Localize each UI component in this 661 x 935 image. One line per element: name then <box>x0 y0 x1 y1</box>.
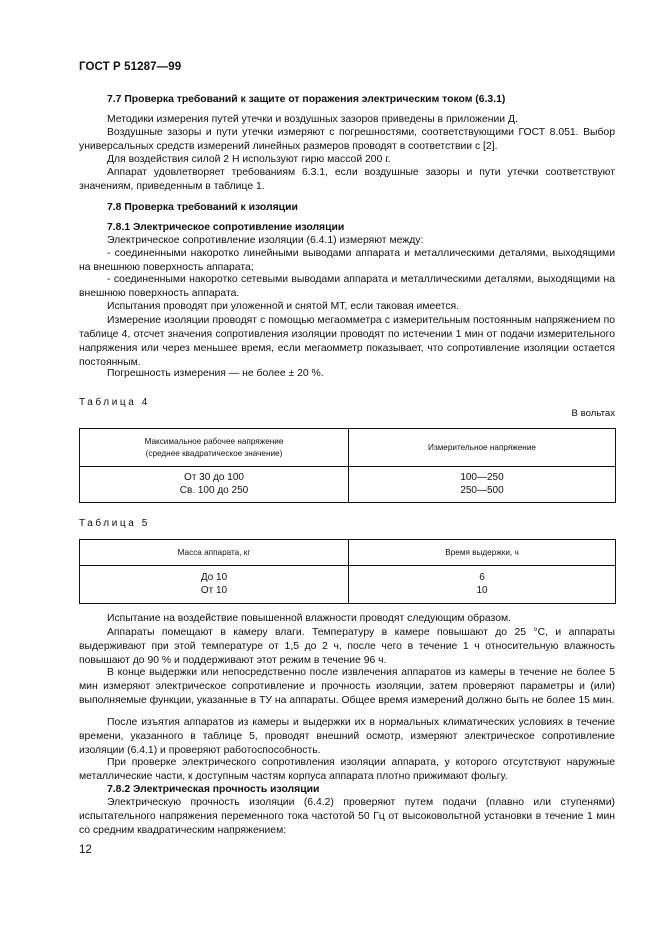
s77-paragraph-1: Методики измерения путей утечки и воздушных зазоров приведены в приложении Д. <box>107 114 518 125</box>
table-4-label: Таблица 4 <box>79 397 150 408</box>
table-cell-value: 100—250 <box>460 472 504 483</box>
table-5-col2-cell <box>349 566 616 604</box>
humidity-paragraph-5: При проверке электрического сопротивления изоляции аппарата, у которого отсутствуют наружные металлические части, к доступным частям корпуса аппарата плотно прижимают фольгу. <box>79 757 615 782</box>
s78-paragraph-1: Электрическое сопротивление изоляции (6.4.1) измеряют между: <box>107 235 424 246</box>
table-4-unit: В вольтах <box>571 408 615 419</box>
table-4-col1-header-line1: Максимальное рабочее напряжение <box>144 436 284 446</box>
s78-paragraph-4: Испытания проводят при уложенной и снятой МТ, если таковая имеется. <box>107 301 460 312</box>
table-cell-value: От 30 до 100 <box>184 472 244 483</box>
table-cell-value: От 10 <box>200 584 228 596</box>
humidity-paragraph-1: Испытание на воздействие повышенной влажности проводят следующим образом. <box>107 613 512 624</box>
s77-paragraph-2: Воздушные зазоры и пути утечки измеряют с погрешностями, соответствующими ГОСТ 8.051. Выбор универсальных средств измерений линейных размеров проводят в соответствии с [2]. <box>79 127 615 152</box>
table-row <box>80 467 616 503</box>
table-cell-value: 6 <box>479 572 485 583</box>
table-4-col1-header <box>80 429 349 467</box>
s78-paragraph-6: Погрешность измерения — не более ± 20 %. <box>107 368 324 379</box>
table-4-col2-header: Измерительное напряжение <box>349 429 616 467</box>
humidity-paragraph-3: В конце выдержки или непосредственно после извлечения аппаратов из камеры в течение не более 5 мин измеряют электрическое сопротивление и прочность изоляции, затем проверяют параметры и (или) выполняемые функции, указанные в ТУ на аппараты. Общее время измерений должно быть не более 15 мин. <box>79 667 615 706</box>
table-cell-value: Св. 100 до 250 <box>179 484 249 496</box>
section-7-8-heading: 7.8 Проверка требований к изоляции <box>107 202 298 213</box>
table-5-label: Таблица 5 <box>79 518 150 529</box>
s782-paragraph-1: Электрическую прочность изоляции (6.4.2) проверяют путем подачи (плавно или ступенями) испытательного напряжения переменного тока частотой 50 Гц от высоковольтной установки в течение 1 мин со средним квадратическим напряжением: <box>79 797 615 836</box>
section-7-7-heading: 7.7 Проверка требований к защите от поражения электрическим током (6.3.1) <box>107 94 506 105</box>
table-5-col1-header: Масса аппарата, кг <box>80 540 349 566</box>
s77-paragraph-3: Для воздействия силой 2 Н используют гирю массой 200 г. <box>107 154 391 165</box>
humidity-paragraph-2: Аппараты помещают в камеру влаги. Температуру в камере повышают до 25 °С, и аппараты выдерживают при этой температуре от 1,5 до 2 ч, после чего в течение 1 ч относительную влажность повышают до 90 % и поддерживают этот режим в течение 96 ч. <box>79 627 615 666</box>
table-cell-value: До 10 <box>200 572 228 583</box>
table-4 <box>79 428 616 503</box>
section-7-8-1-heading: 7.8.1 Электрическое сопротивление изоляции <box>107 222 345 233</box>
s78-paragraph-5: Измерение изоляции проводят с помощью мегаомметра с измерительным постоянным напряжением по таблице 4, отсчет значения сопротивления изоляции проводят по истечении 1 мин от подачи измерительного напряжения или через меньшее время, если мегаомметр показывает, что сопротивление изоляции остается постоянным. <box>79 315 615 368</box>
table-4-col1-header-line2: (среднее квадратическое значение) <box>145 448 283 458</box>
table-cell-value: 10 <box>476 584 488 596</box>
table-cell-value: 250—500 <box>460 484 504 496</box>
s78-paragraph-2: - соединенными накоротко линейными выводами аппарата и металлическими деталями, выходящими на внешнюю поверхность аппарата; <box>79 248 615 273</box>
table-5 <box>79 539 616 604</box>
table-4-col1-cell <box>80 467 349 503</box>
table-4-header-row <box>80 429 616 467</box>
table-5-col2-header: Время выдержки, ч <box>349 540 616 566</box>
table-5-col1-cell <box>80 566 349 604</box>
page-number: 12 <box>79 844 92 856</box>
section-7-8-2-heading: 7.8.2 Электрическая прочность изоляции <box>107 784 320 795</box>
s78-paragraph-3: - соединенными накоротко сетевыми выводами аппарата и металлическими деталями, выходящими на внешнюю поверхность аппарата. <box>79 274 615 299</box>
s77-paragraph-4: Аппарат удовлетворяет требованиям 6.3.1, если воздушные зазоры и пути утечки соответствуют значениям, приведенным в таблице 1. <box>79 167 615 192</box>
document-id-header: ГОСТ Р 51287—99 <box>79 61 182 73</box>
table-5-header-row <box>80 540 616 566</box>
table-4-col2-cell <box>349 467 616 503</box>
humidity-paragraph-4: После изъятия аппаратов из камеры и выдержки их в нормальных климатических условиях в течение времени, указанного в таблице 5, проводят внешний осмотр, измеряют электрическое сопротивление изоляции (6.4.1) и проверяют работоспособность. <box>79 717 615 756</box>
table-row <box>80 566 616 604</box>
